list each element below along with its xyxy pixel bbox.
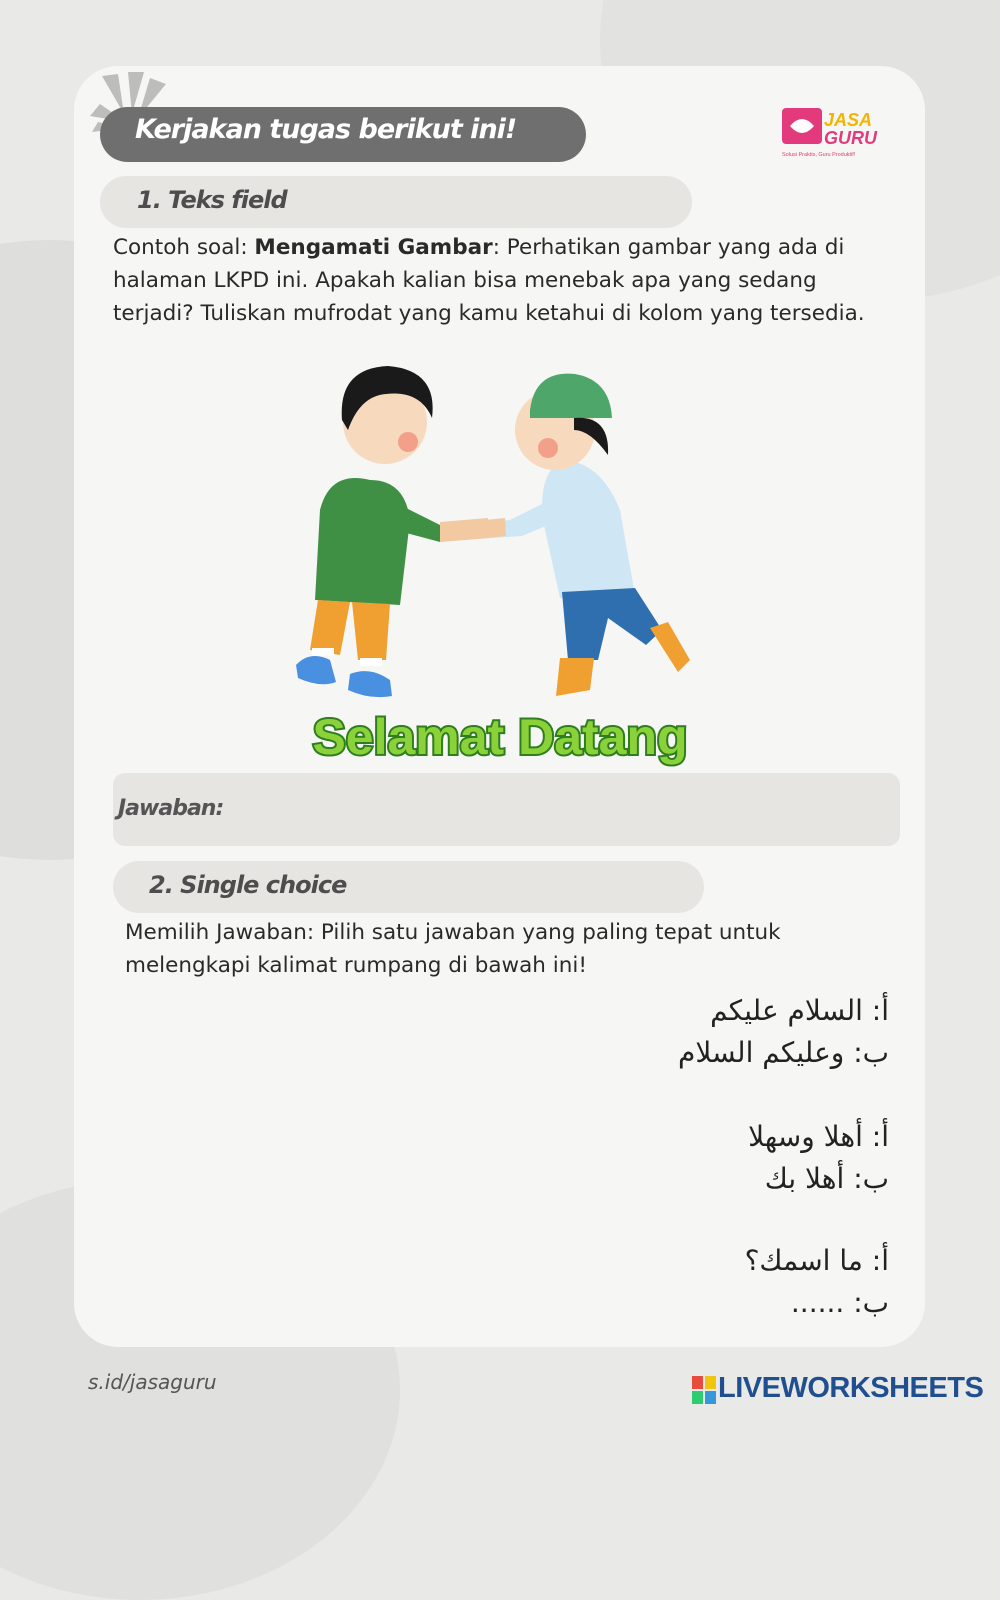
dialogue-line-a: أ: أهلا وسهلا	[748, 1120, 889, 1153]
answer-textfield[interactable]	[113, 773, 900, 846]
dialogue-line-b: ب: أهلا بك	[764, 1162, 889, 1195]
boy-right	[485, 374, 690, 696]
section1-title: 1. Teks field	[137, 186, 287, 214]
jasa-guru-logo	[780, 104, 886, 162]
svg-text:Solusi Praktis, Guru Produktif: Solusi Praktis, Guru Produktif!	[782, 152, 856, 158]
liveworksheets-logo-icon	[692, 1376, 716, 1404]
liveworksheets-brand: LIVEWORKSHEETS	[718, 1372, 984, 1404]
page-title: Kerjakan tugas berikut ini!	[135, 114, 517, 145]
svg-text:JASA: JASA	[824, 110, 873, 130]
welcome-caption: Selamat Datang	[312, 709, 688, 765]
question-bold: Mengamati Gambar	[254, 235, 493, 260]
question-prefix: Contoh soal:	[113, 235, 255, 260]
question-rest: : Perhatikan gambar yang ada di halaman LKPD ini. Apakah kalian bisa menebak apa yang sedang terjadi? Tuliskan mufrodat yang kamu ketahui di kolom yang tersedia.	[113, 235, 865, 326]
section2-title: 2. Single choice	[149, 871, 347, 899]
footer-url[interactable]: s.id/jasaguru	[88, 1370, 217, 1394]
dialogue-line-a: أ: ما اسمك؟	[744, 1244, 889, 1277]
dialogue-line-b: ب: وعليكم السلام	[678, 1036, 889, 1069]
answer-label: Jawaban:	[118, 796, 224, 821]
dialogue-line-a: أ: السلام عليكم	[710, 994, 889, 1027]
welcome-caption-graphic	[295, 700, 705, 774]
dialogue-line-b: ب: ......	[790, 1286, 889, 1319]
svg-text:GURU: GURU	[824, 128, 877, 148]
boy-left	[296, 366, 490, 697]
section2-instruction: Memilih Jawaban: Pilih satu jawaban yang paling tepat untuk melengkapi kalimat rumpang di bawah ini!	[125, 920, 781, 978]
section1-question	[113, 231, 903, 330]
dialogue-1	[678, 990, 889, 1074]
dialogue-2	[748, 1116, 889, 1200]
dialogue-3	[745, 1240, 889, 1324]
